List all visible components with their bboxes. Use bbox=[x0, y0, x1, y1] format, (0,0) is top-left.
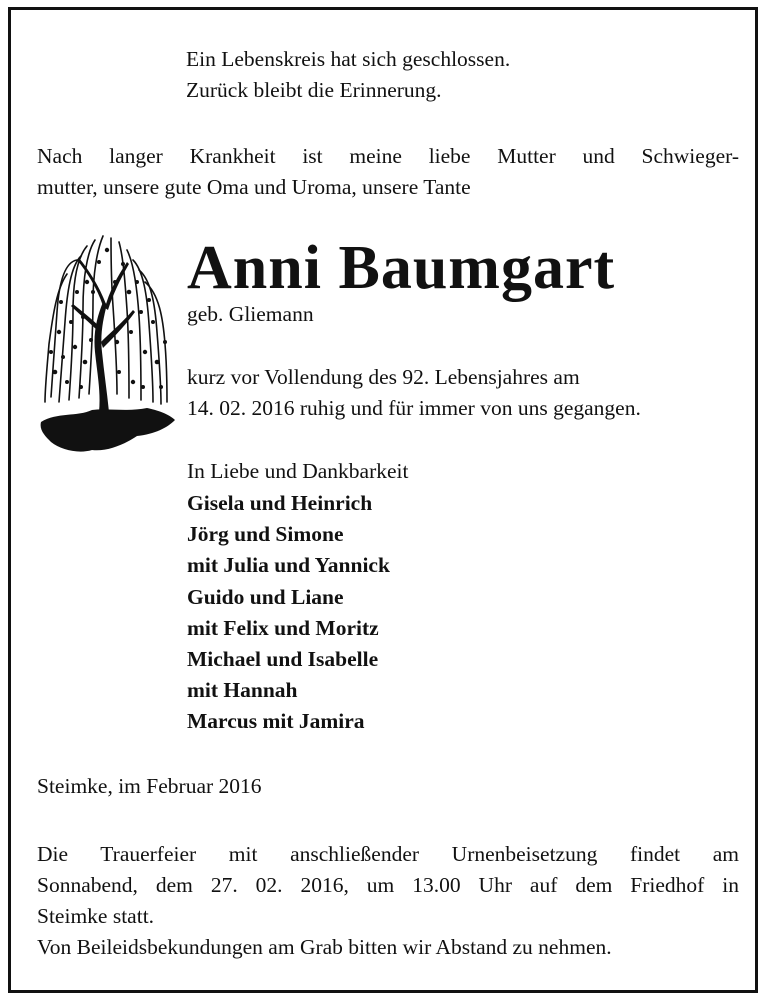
motto-line: Zurück bleibt die Erinnerung. bbox=[186, 78, 442, 102]
family-name-line: mit Julia und Yannick bbox=[187, 553, 390, 578]
family-name-line: Marcus mit Jamira bbox=[187, 709, 365, 734]
service-line: Von Beileidsbekundungen am Grab bitten wir Abstand zu nehmen. bbox=[37, 935, 612, 959]
service-info bbox=[37, 839, 739, 963]
intro-line: Nach langer Krankheit ist meine liebe Mutter und Schwieger- bbox=[37, 144, 739, 168]
family-name-line: Michael und Isabelle bbox=[187, 647, 379, 672]
family-name-line: mit Felix und Moritz bbox=[187, 615, 379, 640]
family-name-line: Jörg und Simone bbox=[187, 522, 344, 547]
family-name-line: mit Hannah bbox=[187, 678, 298, 703]
place-date: Steimke, im Februar 2016 bbox=[37, 774, 262, 798]
family-name-line: Gisela und Heinrich bbox=[187, 491, 373, 515]
weeping-willow-icon bbox=[37, 222, 177, 467]
family-names bbox=[187, 488, 390, 738]
intro-line: mutter, unsere gute Oma und Uroma, unsere Tante bbox=[37, 175, 471, 199]
maiden-name: geb. Gliemann bbox=[187, 302, 314, 326]
intro-text bbox=[37, 141, 739, 203]
motto-line: Ein Lebenskreis hat sich geschlossen. bbox=[186, 47, 511, 71]
motto bbox=[186, 44, 510, 106]
death-notice-line: 14. 02. 2016 ruhig und für immer von uns gegangen. bbox=[187, 396, 641, 420]
family-name-line: Guido und Liane bbox=[187, 584, 344, 609]
death-notice-text bbox=[187, 362, 641, 424]
family-intro: In Liebe und Dankbarkeit bbox=[187, 459, 409, 483]
obituary-notice bbox=[8, 7, 758, 993]
service-line: Die Trauerfeier mit anschließender Urnenbeisetzung findet am bbox=[37, 842, 739, 866]
service-line: Steimke statt. bbox=[37, 904, 155, 928]
service-line: Sonnabend, dem 27. 02. 2016, um 13.00 Uhr auf dem Friedhof in bbox=[37, 873, 739, 897]
death-notice-line: kurz vor Vollendung des 92. Lebensjahres am bbox=[187, 365, 580, 389]
deceased-name: Anni Baumgart bbox=[187, 234, 616, 302]
